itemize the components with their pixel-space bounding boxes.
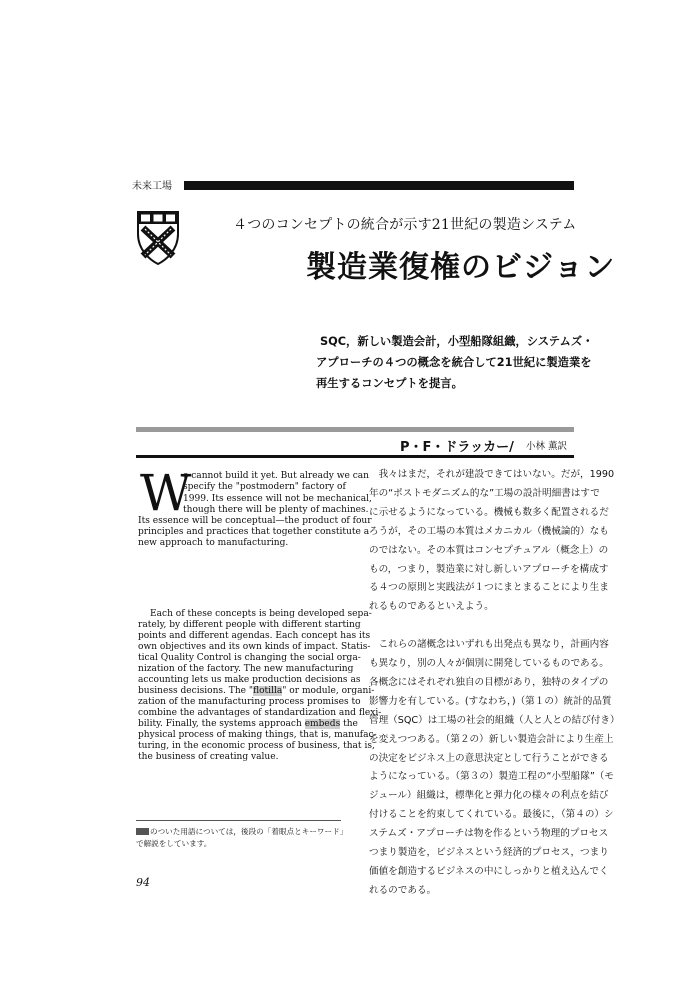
english-text-line: zation of the manufacturing process promises to [138, 697, 361, 707]
keyword-highlight[interactable]: embeds [304, 719, 341, 729]
english-text-line: accounting lets us make production decisions as [138, 675, 361, 685]
japanese-text-line: 影響力を有している。(すなわち，)（第１の）統計的品質 [369, 695, 612, 707]
english-text-line: physical process of making things, that is, manufac- [138, 730, 377, 740]
english-text-line: rately, by different people with different starting [138, 620, 361, 630]
japanese-text-line: を変えつつある。（第２の）新しい製造会計により生産上 [369, 733, 614, 745]
footnote-rule [136, 820, 341, 821]
japanese-text-line: の決定をビジネス上の意思決定として行うことができる [369, 752, 609, 764]
english-text-line [138, 686, 374, 697]
english-text-line: 1999. Its essence will not be mechanical, [183, 494, 372, 504]
english-text-line: principles and practices that together constitute a [138, 527, 370, 537]
page-number: 94 [136, 876, 150, 889]
japanese-text-line: ジュール）組織は，標準化と弾力化の様々の利点を結び [369, 790, 609, 802]
japanese-text-line: る４つの原則と実践法が１つにまとまることにより生ま [369, 582, 609, 594]
english-text: " or module, organi- [282, 686, 375, 696]
translator-name: 小林 薫訳 [526, 441, 568, 452]
english-text-line: new approach to manufacturing. [138, 538, 289, 548]
japanese-text-line: これらの諸概念はいずれも出発点も異なり，計画内容 [369, 639, 609, 651]
english-text-line: nization of the factory. The new manufacturing [138, 664, 354, 674]
english-text: business decisions. The " [138, 686, 254, 696]
english-text-line: Each of these concepts is being developed sepa- [150, 609, 372, 619]
japanese-text-line: も異なり，別の人々が個別に開発しているものである。 [369, 658, 609, 669]
lead-line: 再生するコンセプトを提言。 [316, 377, 463, 390]
divider [136, 427, 574, 432]
english-text-line: points and different agendas. Each concept has its [138, 631, 371, 641]
lead-line: アプローチの４つの概念を統合して21世紀に製造業を [316, 356, 592, 369]
english-text-line: combine the advantages of standardization and flexi- [138, 708, 382, 718]
keyword-highlight[interactable]: flotilla [253, 686, 283, 696]
header-bar [184, 181, 574, 190]
drop-cap: W [140, 464, 192, 522]
divider [136, 455, 574, 458]
japanese-text-line: つまり製造を，ビジネスという経済的プロセス，つまり [369, 847, 609, 858]
japanese-text-line: 管理（SQC）は工場の社会的組織（人と人との結び付き） [369, 714, 620, 726]
japanese-text-line: 我々はまだ，それが建設できてはいない。だが，1990 [369, 469, 615, 480]
english-text-line: tical Quality Control is changing the social orga- [138, 653, 361, 663]
japanese-text-line: れるものであるといえよう。 [369, 601, 494, 613]
page-title: 製造業復権のビジョン [306, 250, 616, 285]
author-name: P・F・ドラッカー/ [400, 440, 514, 455]
section-label: 未来工場 [132, 181, 172, 192]
japanese-text-line: れるのである。 [369, 884, 437, 896]
japanese-text-line: ステムズ・アプローチは物を作るという物理的プロセス [369, 828, 609, 840]
japanese-text-line: 付けることを約束してくれている。最後に，（第４の）シ [369, 809, 614, 821]
japanese-text-line: ろうが，その工場の本質はメカニカル（機械論的）なも [369, 525, 609, 537]
english-text-line: own objectives and its own kinds of impact. Statis- [138, 642, 371, 652]
japanese-text-line: ようになっている。（第３の）製造工程の“小型船隊”（モ [369, 771, 614, 783]
english-text-line: turing, in the economic process of business, that is, [138, 741, 375, 751]
japanese-text-line: に示せるようになっている。機械も数多く配置されるだ [369, 506, 609, 518]
subtitle: ４つのコンセプトの統合が示す21世紀の製造システム [233, 217, 577, 233]
shield-crest-icon [136, 210, 180, 266]
english-text-line [138, 719, 358, 730]
english-text-line: though there will be plenty of machines. [183, 505, 369, 515]
english-text: bility. Finally, the systems approach [138, 719, 305, 729]
footnote-line: のついた用語については，後段の「着眼点とキーワード」 [150, 827, 348, 836]
footnote-marker [136, 828, 149, 835]
japanese-text-line: 各概念にはそれぞれ独自の目標があり，独特のタイプの [369, 676, 609, 688]
japanese-text-line: のではない。その本質はコンセプチュアル（概念上）の [369, 544, 609, 556]
english-text-line: Its essence will be conceptual—the product of four [138, 516, 372, 526]
japanese-text-line: 年の“ポストモダニズム的な”工場の設計明細書はすで [369, 487, 600, 499]
japanese-text-line: もの，つまり，製造業に対し新しいアプローチを構成す [369, 563, 609, 575]
footnote-line: で解説をしています。 [136, 839, 212, 848]
japanese-text-line: 価値を創造するビジネスの中にしっかりと植え込んでく [369, 865, 609, 877]
english-text-line: e cannot build it yet. But already we can [183, 471, 370, 481]
english-text-line: the business of creating value. [138, 752, 279, 762]
english-text-line: specify the "postmodern" factory of [183, 482, 346, 492]
english-text: the [340, 719, 358, 729]
lead-line: SQC，新しい製造会計，小型船隊組織，システムズ・ [320, 335, 594, 348]
